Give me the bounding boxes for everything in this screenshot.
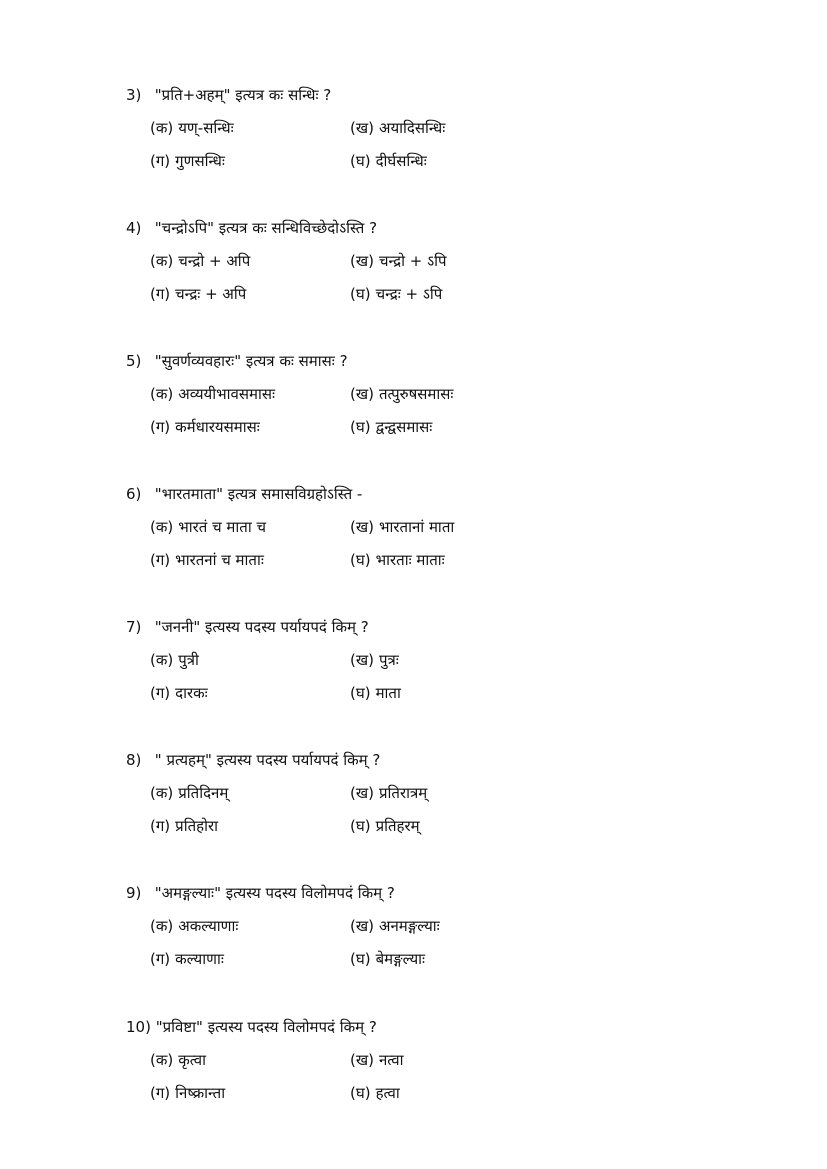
question-number: 8)	[126, 751, 142, 769]
question-text: "भारतमाता" इत्यत्र समासविग्रहोऽस्ति -	[154, 485, 363, 503]
option-ka[interactable]	[150, 782, 228, 804]
option-text: द्वन्द्वसमासः	[375, 418, 433, 436]
option-text: गुणसन्धिः	[175, 152, 225, 170]
question-10	[0, 1016, 827, 1136]
option-text: अकल्याणाः	[178, 917, 239, 935]
option-key: (ग)	[150, 285, 171, 303]
option-key: (घ)	[350, 950, 371, 968]
option-text: बेमङ्गल्याः	[375, 950, 426, 968]
option-ga[interactable]	[150, 150, 225, 172]
question-9	[0, 882, 827, 1002]
option-key: (ख)	[350, 385, 374, 403]
option-key: (ग)	[150, 1084, 171, 1102]
option-ga[interactable]	[150, 948, 224, 970]
option-key: (घ)	[350, 684, 371, 702]
option-key: (ख)	[350, 518, 374, 536]
option-ga[interactable]	[150, 549, 264, 571]
option-gha[interactable]	[350, 948, 425, 970]
option-kha[interactable]	[350, 117, 445, 139]
option-text: चन्द्रो + ऽपि	[378, 252, 447, 270]
option-gha[interactable]	[350, 1082, 400, 1104]
option-ga[interactable]	[150, 815, 218, 837]
option-text: अव्ययीभावसमासः	[178, 385, 276, 403]
question-number: 10)	[126, 1018, 151, 1036]
option-key: (घ)	[350, 152, 371, 170]
option-text: प्रतिहरम्	[375, 817, 420, 835]
question-text: "अमङ्गल्याः" इत्यस्य पदस्य विलोमपदं किम् ?	[154, 884, 395, 902]
option-text: नत्वा	[378, 1051, 404, 1069]
option-key: (क)	[150, 518, 174, 536]
question-text: " प्रत्यहम्" इत्यस्य पदस्य पर्यायपदं किम् ?	[154, 751, 381, 769]
option-key: (घ)	[350, 1084, 371, 1102]
option-text: चन्द्रः + ऽपि	[375, 285, 443, 303]
option-kha[interactable]	[350, 649, 399, 671]
option-gha[interactable]	[350, 283, 442, 305]
option-text: प्रतिहोरा	[175, 817, 218, 835]
question-prompt	[126, 882, 395, 904]
question-text: "प्रविष्टा" इत्यस्य पदस्य विलोमपदं किम् ?	[155, 1018, 377, 1036]
question-number: 6)	[126, 485, 142, 503]
option-key: (क)	[150, 784, 174, 802]
question-prompt	[126, 483, 362, 505]
option-key: (ख)	[350, 784, 374, 802]
option-ka[interactable]	[150, 383, 275, 405]
option-text: चन्द्रो + अपि	[178, 252, 251, 270]
question-text: "जननी" इत्यस्य पदस्य पर्यायपदं किम् ?	[154, 618, 369, 636]
option-ka[interactable]	[150, 117, 234, 139]
option-key: (क)	[150, 252, 174, 270]
question-4	[0, 217, 827, 337]
option-kha[interactable]	[350, 915, 440, 937]
option-key: (क)	[150, 119, 174, 137]
option-key: (ग)	[150, 817, 171, 835]
option-gha[interactable]	[350, 682, 401, 704]
option-key: (क)	[150, 917, 174, 935]
option-text: अयादिसन्धिः	[378, 119, 446, 137]
option-text: हत्वा	[375, 1084, 400, 1102]
option-key: (ग)	[150, 684, 171, 702]
question-8	[0, 749, 827, 869]
option-key: (ख)	[350, 917, 374, 935]
option-ga[interactable]	[150, 416, 260, 438]
question-number: 5)	[126, 352, 142, 370]
option-text: प्रतिरात्रम्	[378, 784, 428, 802]
question-6	[0, 483, 827, 603]
question-7	[0, 616, 827, 736]
question-prompt	[126, 217, 377, 239]
option-ka[interactable]	[150, 915, 238, 937]
question-number: 7)	[126, 618, 142, 636]
question-number: 9)	[126, 884, 142, 902]
option-text: तत्पुरुषसमासः	[378, 385, 454, 403]
question-prompt	[126, 84, 331, 106]
question-text: "प्रति+अहम्" इत्यत्र कः सन्धिः ?	[154, 86, 332, 104]
option-gha[interactable]	[350, 815, 420, 837]
option-key: (ग)	[150, 950, 171, 968]
question-prompt	[126, 350, 348, 372]
question-5	[0, 350, 827, 470]
option-text: भारतं च माता च	[178, 518, 266, 536]
option-text: दारकः	[175, 684, 208, 702]
option-kha[interactable]	[350, 383, 453, 405]
option-ga[interactable]	[150, 283, 246, 305]
option-kha[interactable]	[350, 250, 447, 272]
option-key: (घ)	[350, 285, 371, 303]
option-text: निष्क्रान्ता	[175, 1084, 226, 1102]
option-key: (ख)	[350, 1051, 374, 1069]
option-text: कृत्वा	[178, 1051, 206, 1069]
option-text: भारतनां च माताः	[175, 551, 264, 569]
question-number: 3)	[126, 86, 142, 104]
question-prompt	[126, 749, 380, 771]
option-key: (ख)	[350, 252, 374, 270]
option-gha[interactable]	[350, 549, 445, 571]
option-kha[interactable]	[350, 516, 454, 538]
question-prompt	[126, 1016, 377, 1038]
option-key: (घ)	[350, 817, 371, 835]
option-kha[interactable]	[350, 782, 427, 804]
option-text: चन्द्रः + अपि	[175, 285, 247, 303]
option-text: भारतानां माता	[378, 518, 455, 536]
option-ga[interactable]	[150, 682, 208, 704]
question-number: 4)	[126, 219, 142, 237]
option-gha[interactable]	[350, 416, 432, 438]
option-ga[interactable]	[150, 1082, 225, 1104]
option-ka[interactable]	[150, 649, 199, 671]
option-text: भारताः माताः	[375, 551, 445, 569]
option-key: (घ)	[350, 551, 371, 569]
option-ka[interactable]	[150, 250, 250, 272]
option-key: (ग)	[150, 551, 171, 569]
question-text: "चन्द्रोऽपि" इत्यत्र कः सन्धिविच्छेदोऽस्ति ?	[154, 219, 378, 237]
option-text: कल्याणाः	[175, 950, 224, 968]
option-kha[interactable]	[350, 1049, 404, 1071]
option-ka[interactable]	[150, 1049, 206, 1071]
question-text: "सुवर्णव्यवहारः" इत्यत्र कः समासः ?	[154, 352, 348, 370]
option-text: अनमङ्गल्याः	[378, 917, 440, 935]
option-key: (क)	[150, 651, 174, 669]
option-text: कर्मधारयसमासः	[175, 418, 260, 436]
option-text: पुत्री	[178, 651, 199, 669]
option-gha[interactable]	[350, 150, 427, 172]
option-key: (ग)	[150, 152, 171, 170]
question-prompt	[126, 616, 369, 638]
question-3	[0, 84, 827, 204]
option-key: (ख)	[350, 119, 374, 137]
option-key: (घ)	[350, 418, 371, 436]
option-key: (ख)	[350, 651, 374, 669]
option-text: प्रतिदिनम्	[178, 784, 229, 802]
option-key: (ग)	[150, 418, 171, 436]
option-text: दीर्घसन्धिः	[375, 152, 427, 170]
option-text: माता	[375, 684, 401, 702]
option-key: (क)	[150, 385, 174, 403]
option-text: यण्-सन्धिः	[178, 119, 234, 137]
option-ka[interactable]	[150, 516, 266, 538]
option-key: (क)	[150, 1051, 174, 1069]
option-text: पुत्रः	[378, 651, 399, 669]
